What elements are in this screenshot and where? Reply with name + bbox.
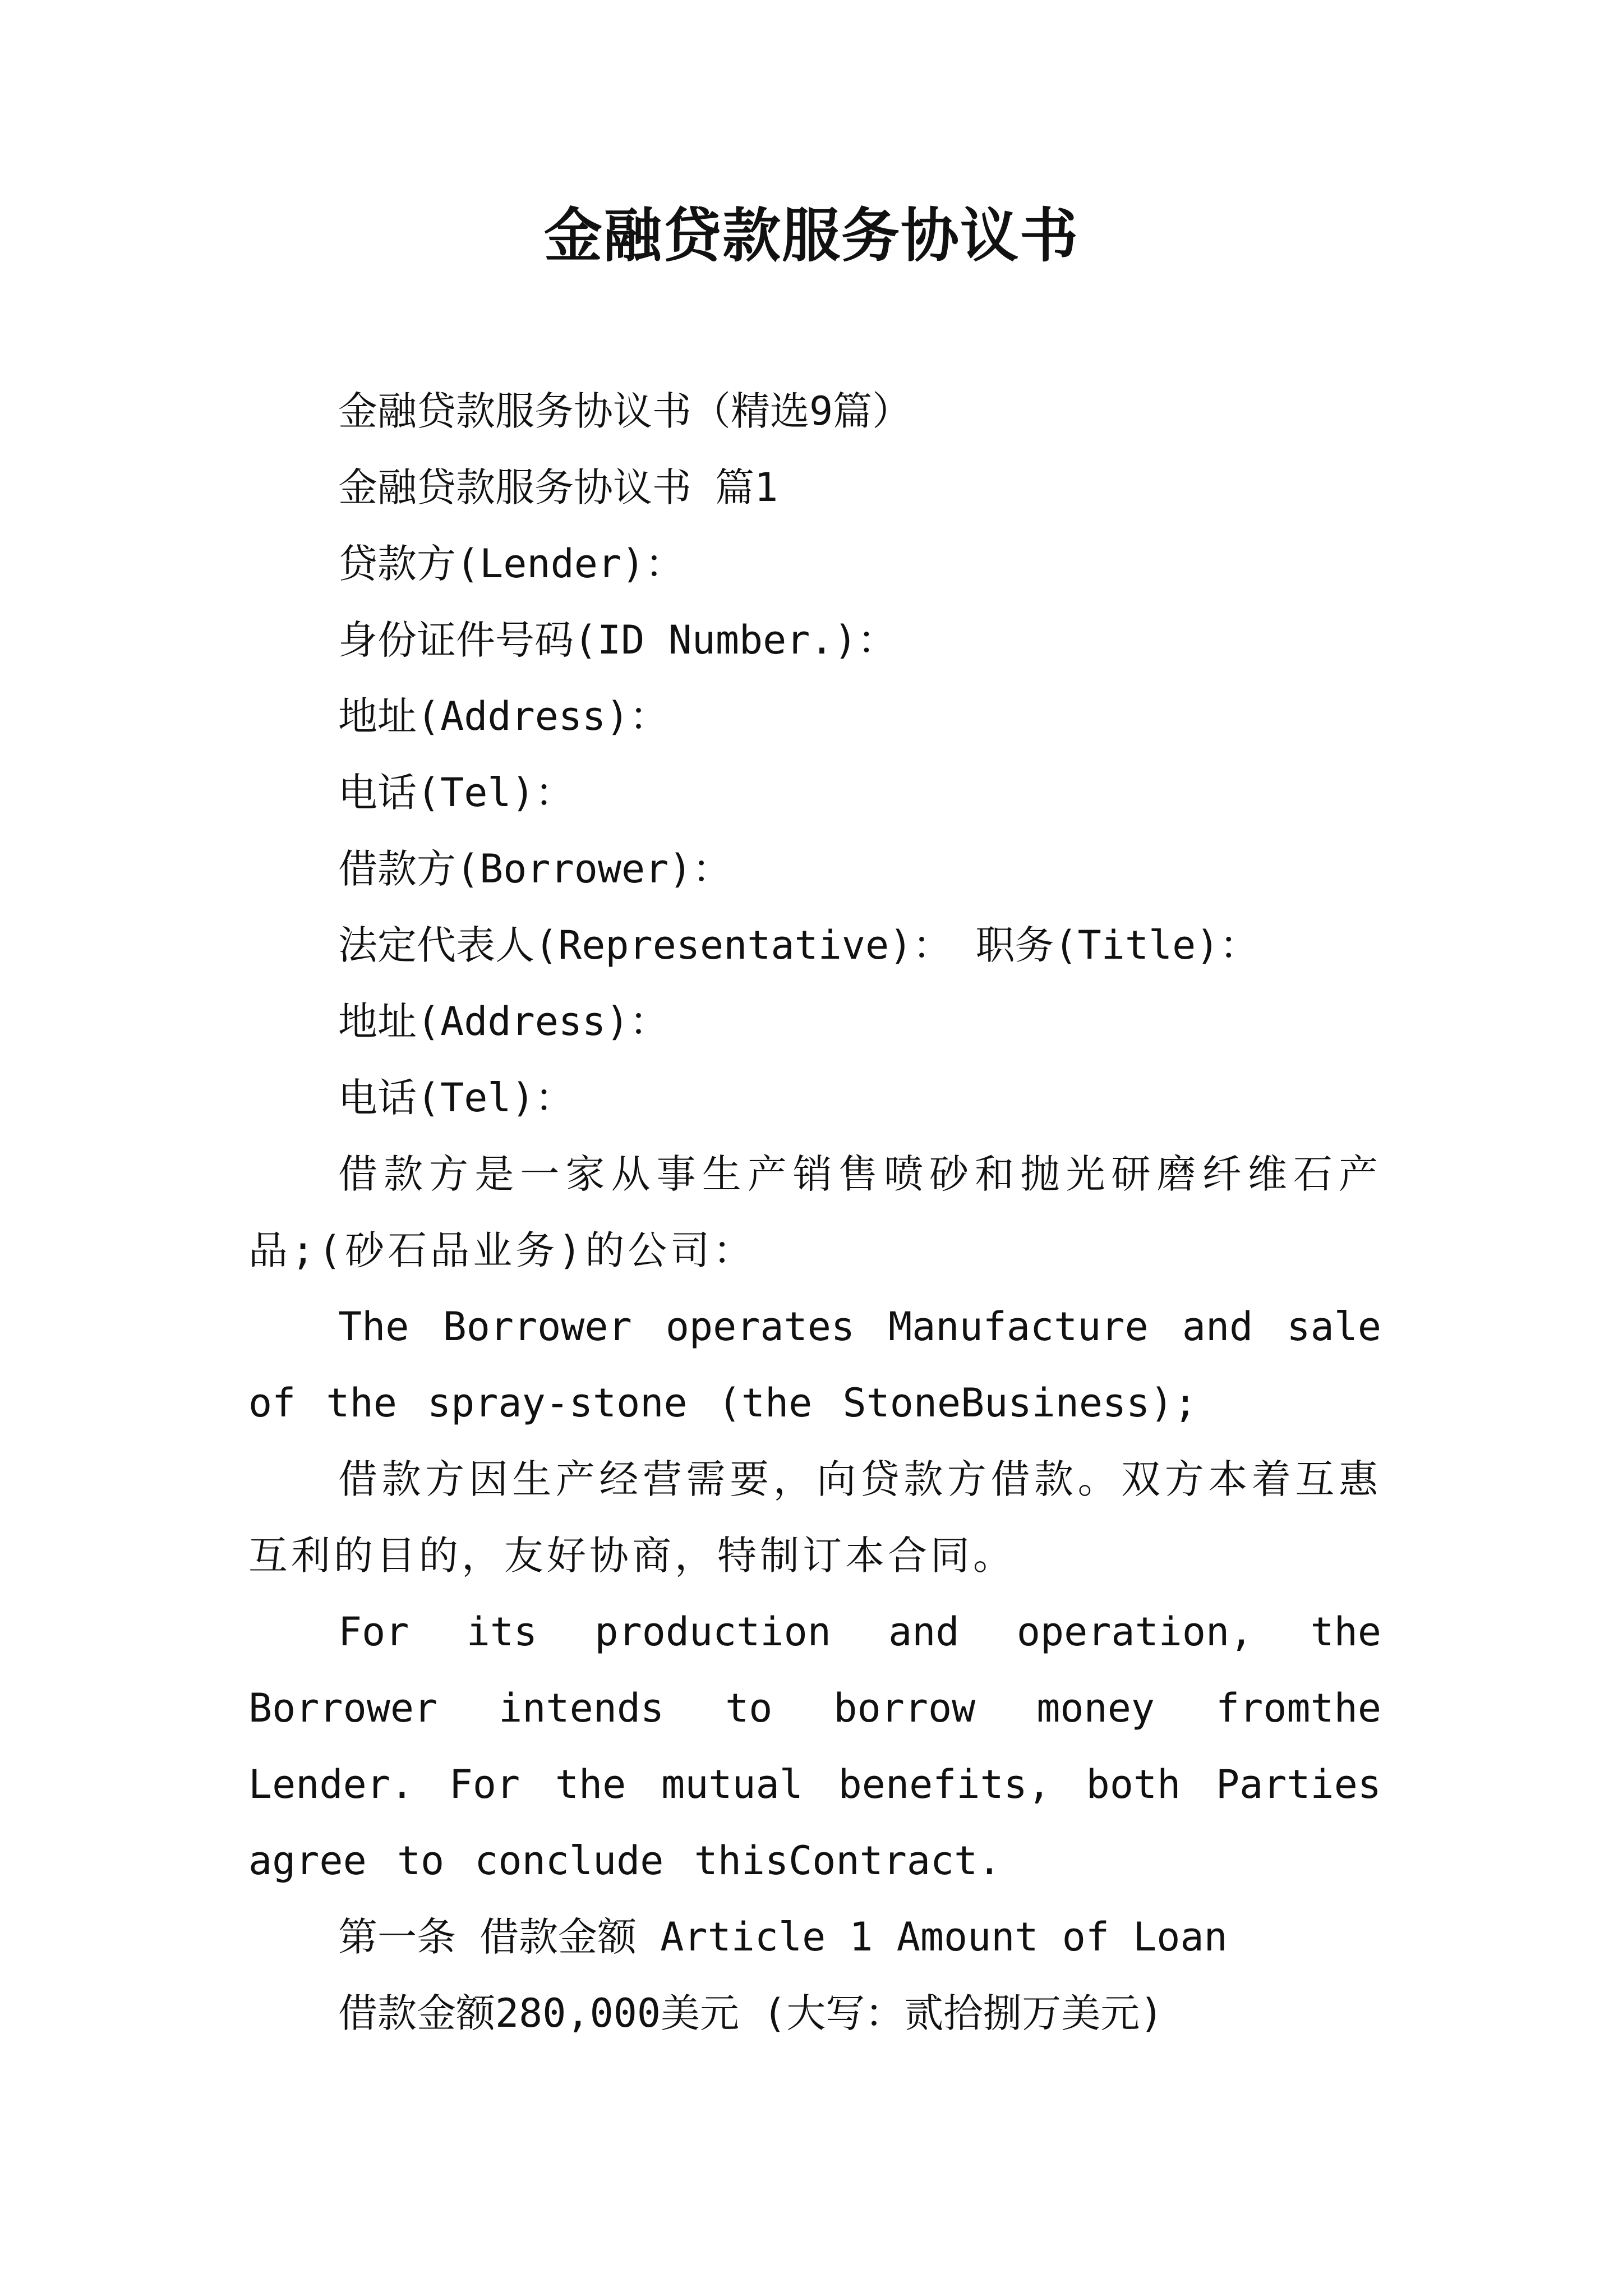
purpose-paragraph-en: For its production and operation, the Borrower intends to borrow money fromthe Lender. For the mutual benefits, both Parties agree to conclude thisContract. [248,1609,1381,1884]
lender-tel-field: 电话(Tel)： [338,770,574,816]
borrower-tel-field: 电话(Tel)： [338,1075,574,1121]
lender-address-field: 地址(Address)： [338,693,669,739]
id-number-field: 身份证件号码(ID Number.)： [338,617,897,663]
borrower-business-paragraph-en: The Borrower operates Manufacture and sale of the spray-stone (the StoneBusiness); [248,1304,1381,1426]
section-heading: 金融贷款服务协议书 篇1 [338,464,778,510]
document-subtitle: 金融贷款服务协议书（精选9篇） [338,388,912,434]
borrower-field: 借款方(Borrower)： [338,846,732,892]
borrower-address-field: 地址(Address)： [338,999,669,1045]
document-title: 金融贷款服务协议书 [543,201,1079,270]
article-1-heading: 第一条 借款金额 Article 1 Amount of Loan [338,1914,1228,1960]
loan-amount-text: 借款金额280,000美元 (大写：贰拾捌万美元) [338,1990,1164,2036]
purpose-paragraph-cn: 借款方因生产经营需要，向贷款方借款。双方本着互惠互利的目的，友好协商，特制订本合同。 [248,1456,1381,1579]
document-body [248,373,1381,2051]
representative-field: 法定代表人(Representative)： 职务(Title)： [338,922,1259,968]
borrower-business-paragraph-cn: 借款方是一家从事生产销售喷砂和抛光研磨纤维石产品;(砂石品业务)的公司： [248,1151,1381,1273]
lender-field: 贷款方(Lender)： [338,541,685,587]
